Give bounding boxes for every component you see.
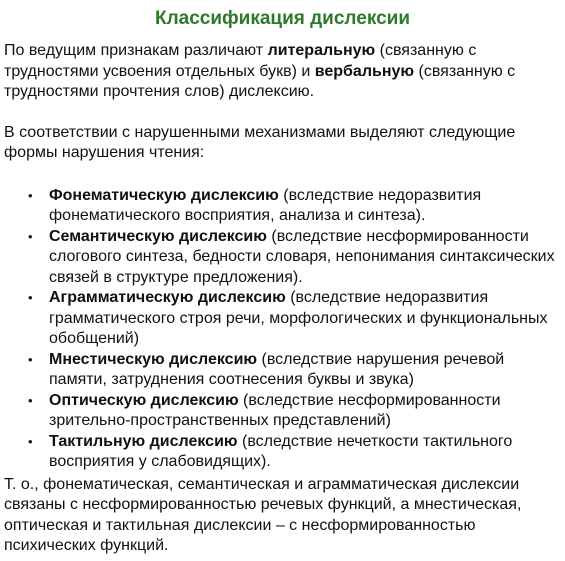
bullet-icon: • <box>28 392 33 408</box>
form-name: Семантическую дислексию <box>49 227 267 245</box>
bullet-icon: • <box>28 433 33 449</box>
dyslexia-forms-list <box>0 186 565 473</box>
form-description: (вследствие нечеткости тактильного восприятия у слабовидящих). <box>49 432 513 470</box>
mechanisms-paragraph: В соответствии с нарушенными механизмами выделяют следующие формы нарушения чтения: <box>4 123 516 161</box>
list-item-mnestic <box>0 350 565 391</box>
intro-text-2: (связанную с трудностями усвоения отдельных букв) и <box>4 42 477 80</box>
form-name: Мнестическую дислексию <box>49 350 258 368</box>
form-description: (вследствие несформированности зрительно-пространственных представлений) <box>49 391 501 429</box>
list-item-phonematic <box>0 186 565 227</box>
intro-term-literal: литеральную <box>267 42 376 59</box>
form-name: Аграмматическую дислексию <box>49 289 286 306</box>
bullet-icon: • <box>28 187 33 203</box>
intro-paragraph <box>0 41 565 103</box>
list-item-tactile <box>0 432 565 473</box>
intro-text-1: По ведущим признакам различают <box>4 42 268 59</box>
intro-text-3: (связанную с трудностями прочтения слов) дислексию. <box>4 62 516 100</box>
form-description: (вследствие недоразвития грамматического строя речи, морфологических и функциональных обобщений) <box>49 289 548 347</box>
form-description: (вследствие недоразвития фонематического восприятия, анализа и синтеза). <box>49 186 482 224</box>
bullet-icon: • <box>28 228 33 244</box>
bullet-icon: • <box>28 351 33 367</box>
form-name: Оптическую дислексию <box>49 391 239 409</box>
list-item-semantic <box>0 227 565 289</box>
form-description: (вследствие несформированности слогового синтеза, бедности словаря, непонимания синтаксических связей в структуре предложения). <box>49 227 555 286</box>
form-name: Фонематическую дислексию <box>49 186 279 204</box>
bullet-icon: • <box>28 290 33 305</box>
list-item-optical <box>0 391 565 432</box>
list-item-agrammatic <box>0 288 565 350</box>
conclusion-paragraph: Т. о., фонематическая, семантическая и аграмматическая дислексии связаны с несформированностью речевых функций, а мнестическая, оптическая и тактильная дислексии – с несформированностью психических функций. <box>4 475 522 554</box>
form-name: Тактильную дислексию <box>49 432 238 450</box>
page-title: Классификация дислексии <box>154 8 411 29</box>
intro-term-verbal: вербальную <box>314 62 415 80</box>
form-description: (вследствие нарушения речевой памяти, затруднения соотнесения буквы и звука) <box>49 350 505 388</box>
